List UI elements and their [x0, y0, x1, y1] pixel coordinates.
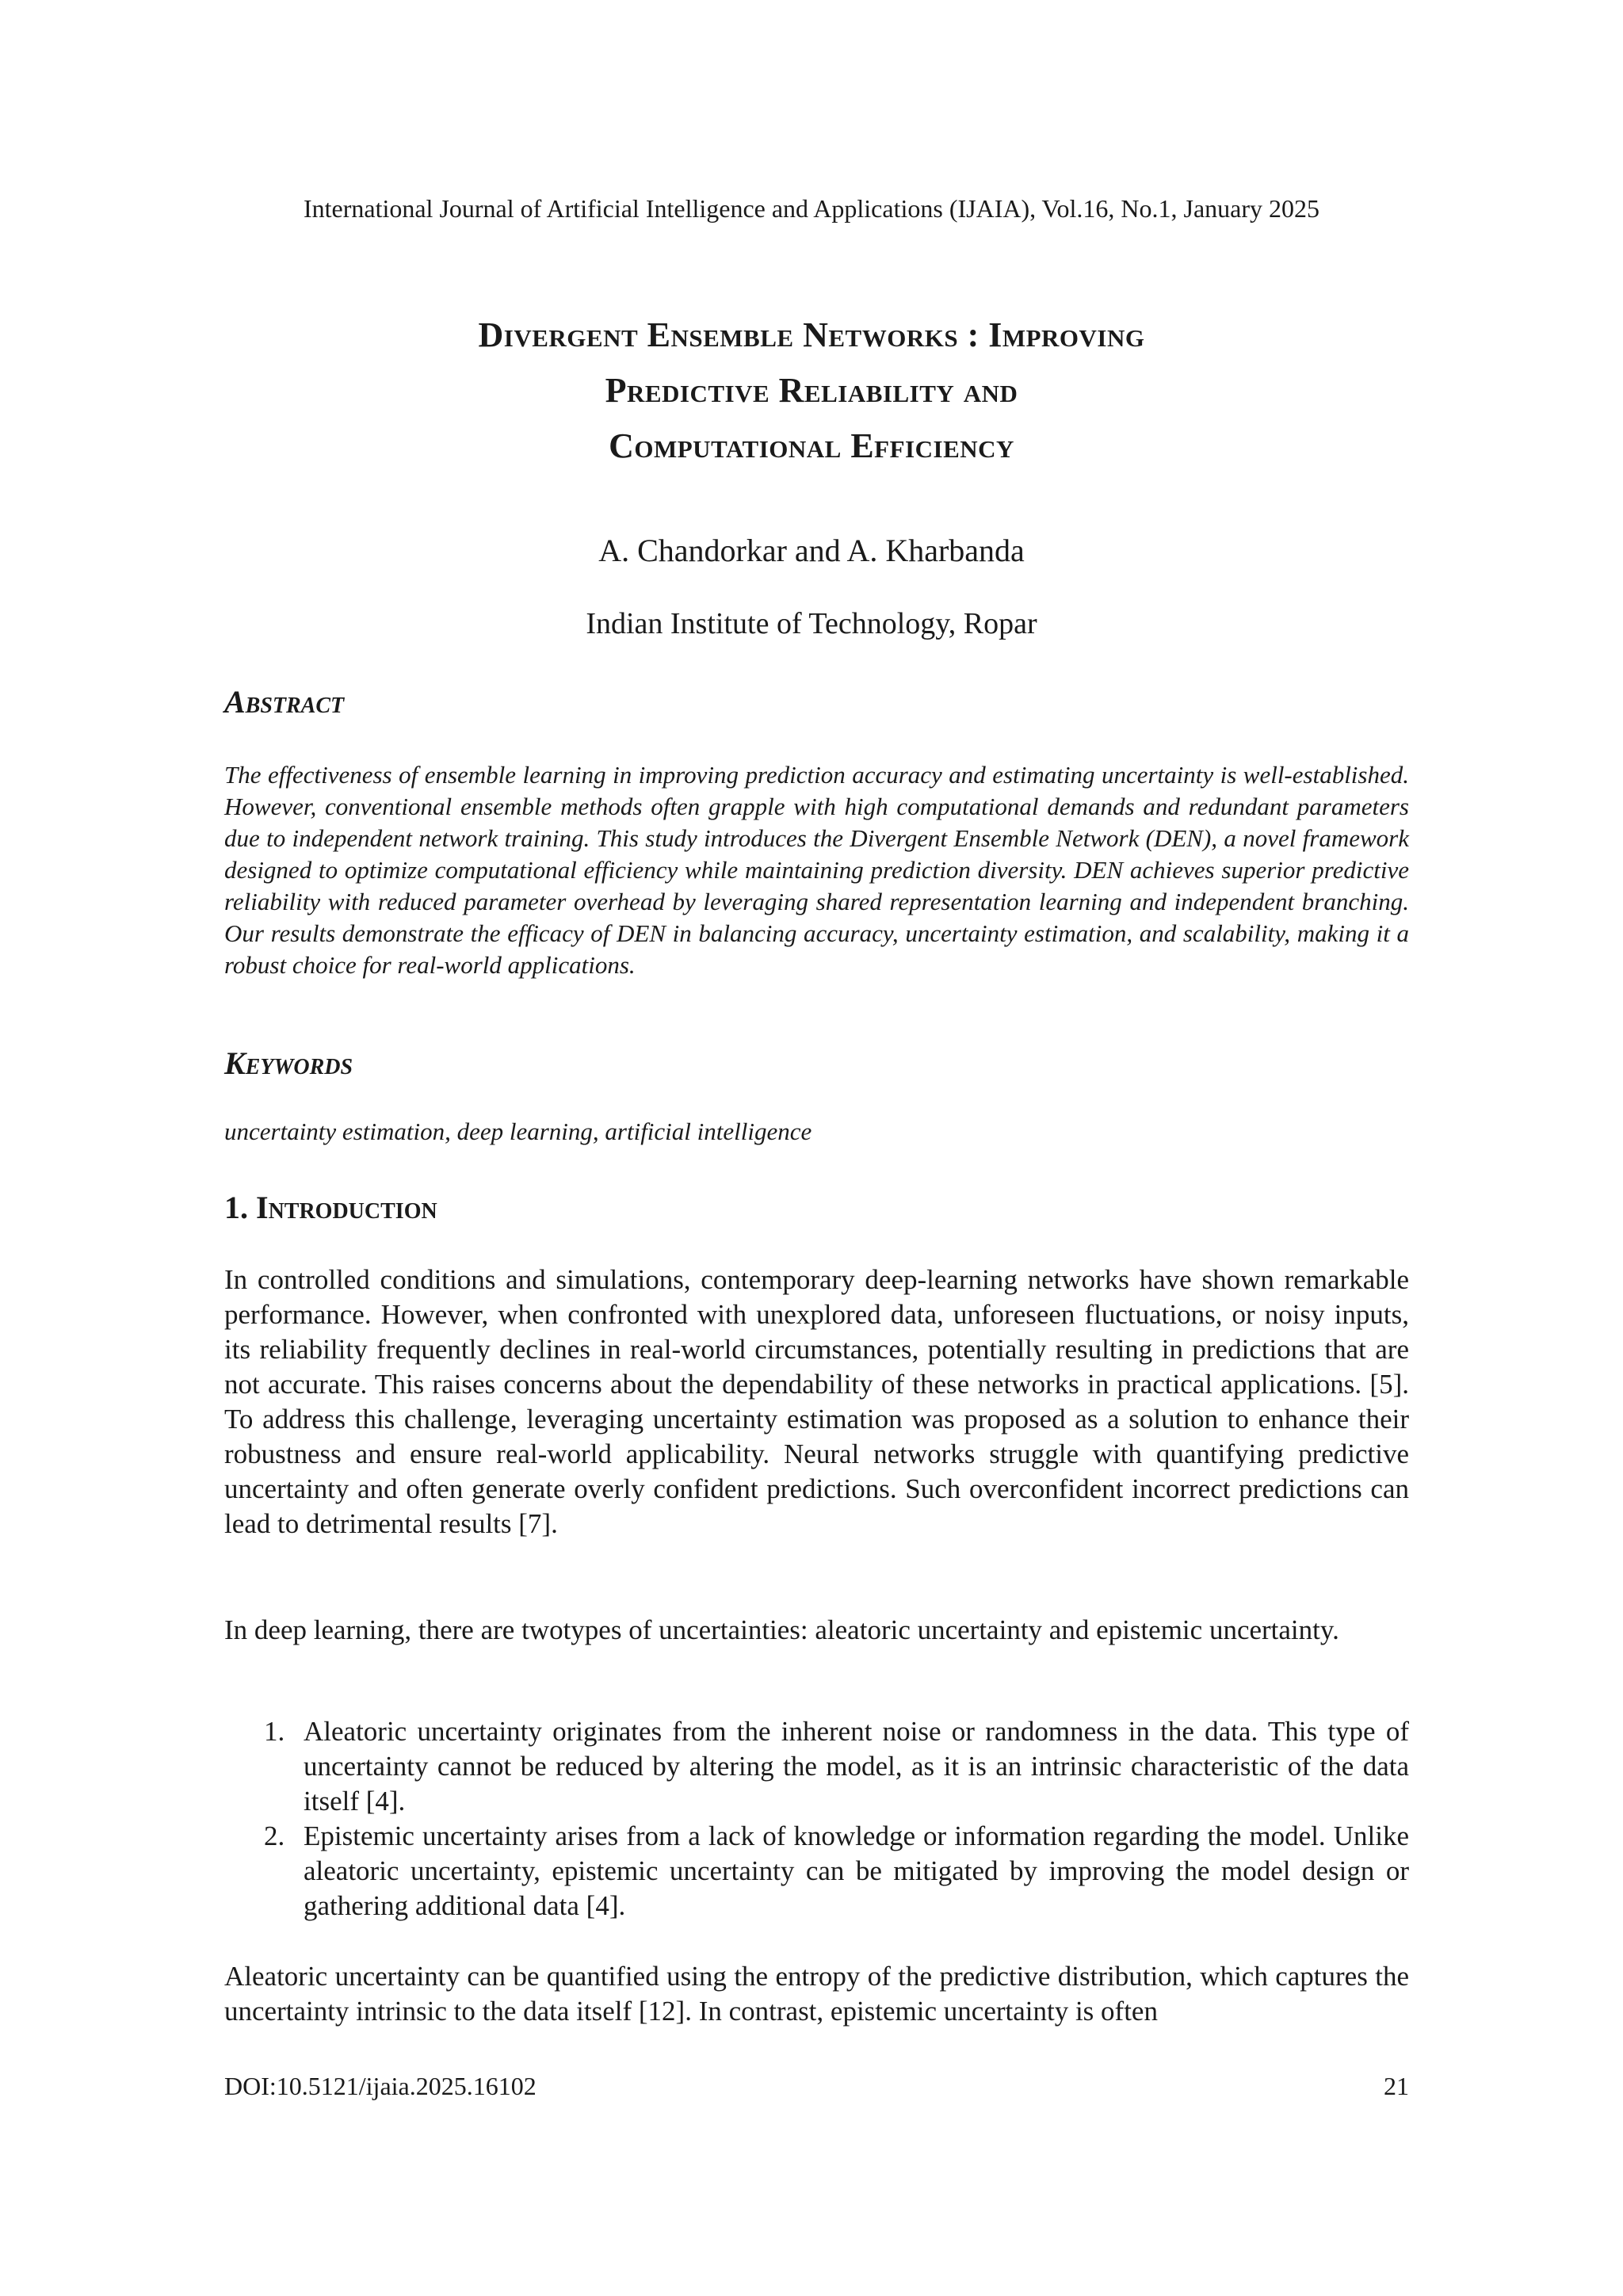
abstract-heading: Abstract: [224, 684, 345, 720]
journal-header: International Journal of Artificial Intelligence and Applications (IJAIA), Vol.16, No.1, January 2025: [303, 194, 1320, 223]
list-item-number: 1.: [264, 1716, 285, 1747]
section-heading-introduction: 1. Introduction: [224, 1190, 437, 1225]
list-item-number: 2.: [264, 1820, 285, 1851]
list-item-text: Aleatoric uncertainty originates from the inherent noise or randomness in the data. This type of uncertainty cannot be reduced by altering the model, as it is an intrinsic characteristic of the data itself [4].: [304, 1716, 1409, 1817]
title-line-3: Computational Efficiency: [609, 426, 1014, 465]
intro-paragraph-3: Aleatoric uncertainty can be quantified using the entropy of the predictive distribution, which captures the uncertainty intrinsic to the data itself [12]. In contrast, epistemic uncertainty is often: [224, 1961, 1409, 2027]
intro-paragraph-1: In controlled conditions and simulations, contemporary deep-learning networks have shown remarkable performance. However, when confronted with unexplored data, unforeseen fluctuations, or noisy inputs, its reliability frequently declines in real-world circumstances, potentially resulting in predictions that are not accurate. This raises concerns about the dependability of these networks in practical applications. [5]. To address this challenge, leveraging uncertainty estimation was proposed as a solution to enhance their robustness and ensure real-world applicability. Neural networks struggle with quantifying predictive uncertainty and often generate overly confident predictions. Such overconfident incorrect predictions can lead to detrimental results [7].: [224, 1264, 1409, 1539]
page-number: 21: [1384, 2072, 1409, 2100]
abstract-text: The effectiveness of ensemble learning in improving prediction accuracy and estimating uncertainty is well-established. However, conventional ensemble methods often grapple with high computational demands and redundant parameters due to independent network training. This study introduces the Divergent Ensemble Network (DEN), a novel framework designed to optimize computational efficiency while maintaining prediction diversity. DEN achieves superior predictive reliability with reduced parameter overhead by leveraging shared representation learning and independent branching. Our results demonstrate the efficacy of DEN in balancing accuracy, uncertainty estimation, and scalability, making it a robust choice for real-world applications.: [224, 761, 1409, 979]
title-line-1: Divergent Ensemble Networks : Improving: [478, 315, 1145, 354]
uncertainty-list: [224, 1714, 1409, 1924]
authors: A. Chandorkar and A. Kharbanda: [598, 533, 1025, 568]
affiliation: Indian Institute of Technology, Ropar: [586, 607, 1037, 640]
footer-doi: DOI:10.5121/ijaia.2025.16102: [224, 2072, 537, 2100]
paper-title: [0, 308, 1623, 474]
list-item-text: Epistemic uncertainty arises from a lack of knowledge or information regarding the model. Unlike aleatoric uncertainty, epistemic uncertainty can be mitigated by improving the model design or gathering additional data [4].: [304, 1820, 1409, 1921]
list-item: [224, 1819, 1409, 1924]
title-line-2: Predictive Reliability and: [605, 371, 1018, 410]
keywords-heading: Keywords: [224, 1045, 353, 1081]
intro-paragraph-2: In deep learning, there are twotypes of uncertainties: aleatoric uncertainty and epistemic uncertainty.: [224, 1614, 1339, 1645]
list-item: [224, 1714, 1409, 1819]
keywords-text: uncertainty estimation, deep learning, artificial intelligence: [224, 1117, 812, 1145]
